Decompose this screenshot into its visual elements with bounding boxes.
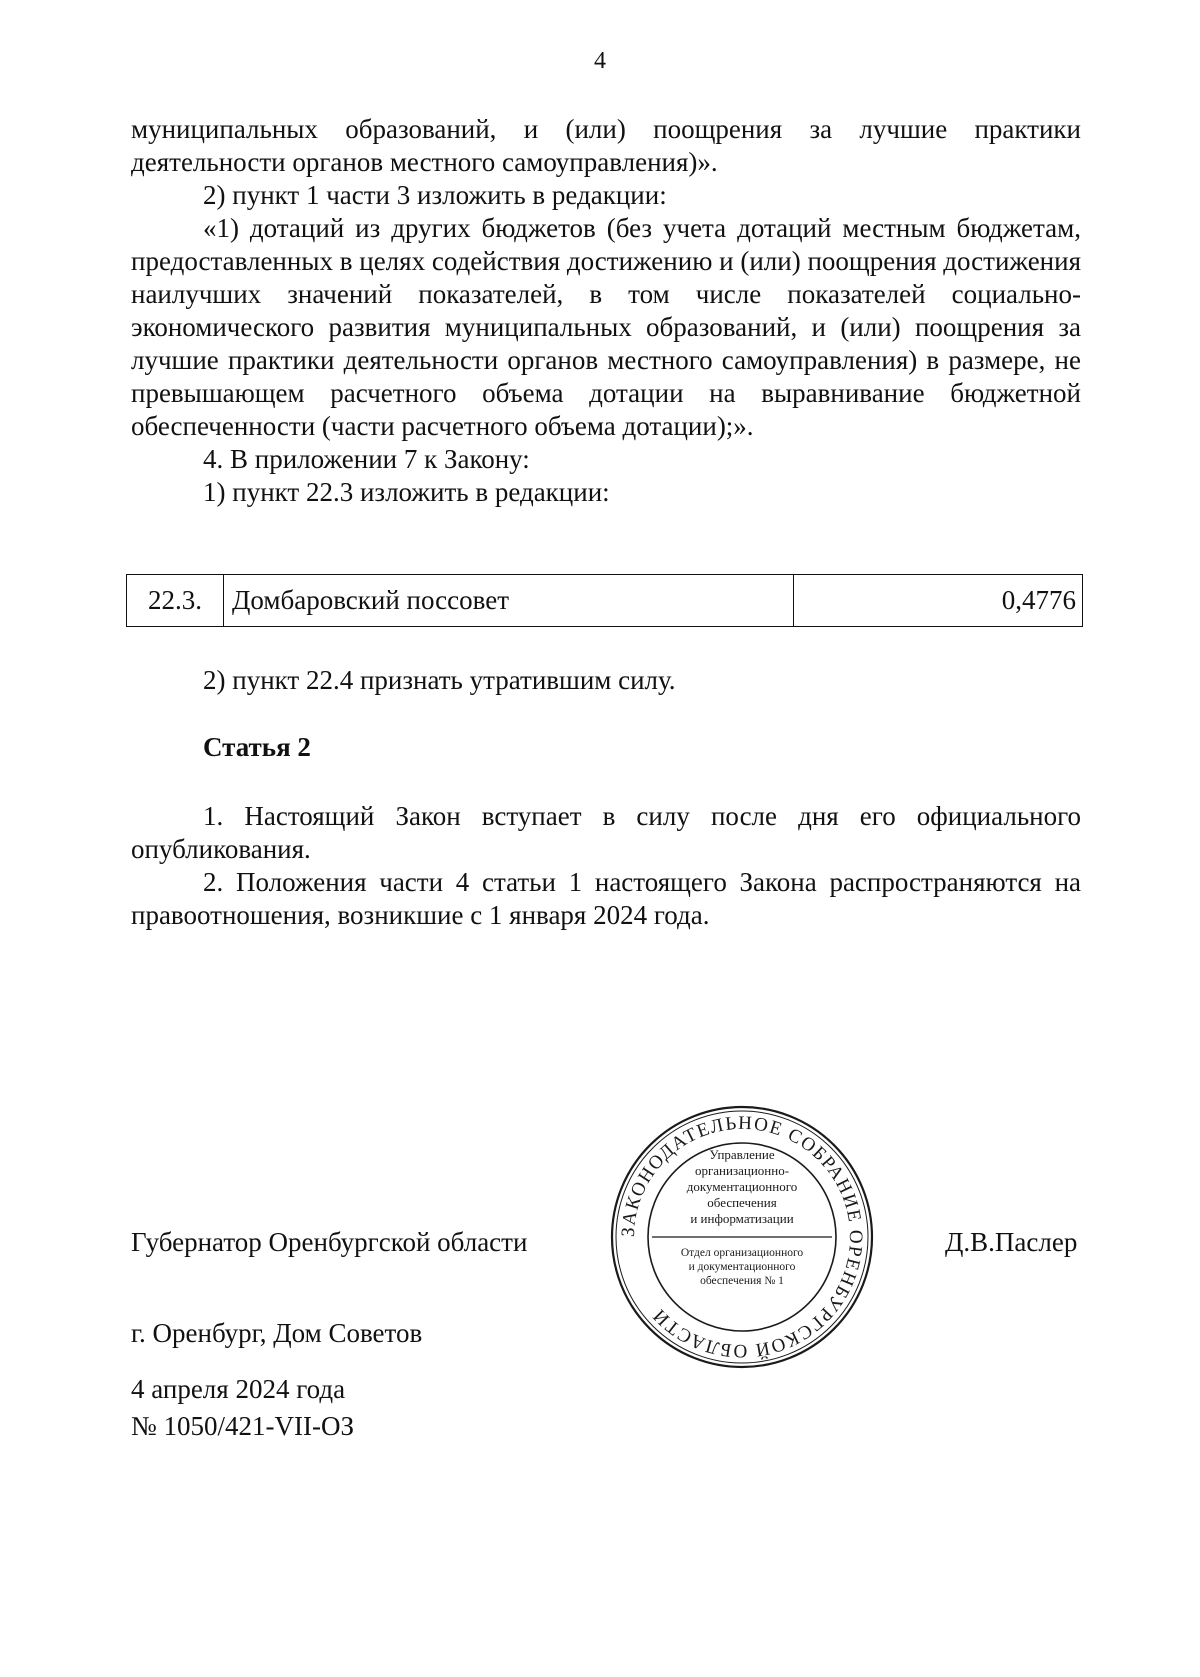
paragraph-continuation: муниципальных образований, и (или) поощрения за лучшие практики деятельности органов местного самоуправления)». (131, 114, 1081, 177)
article-text-block (131, 800, 1081, 932)
paragraph-repeal: 2) пункт 22.4 признать утратившим силу. (203, 665, 676, 695)
signing-place: г. Оренбург, Дом Советов (131, 1318, 423, 1348)
seal-upper-line: обеспечения (707, 1195, 777, 1210)
seal-upper-line: и информатизации (690, 1211, 794, 1226)
table-cell-number: 22.3. (127, 575, 224, 626)
seal-ring-text-path: ЗАКОНОДАТЕЛЬНОЕ СОБРАНИЕ ОРЕНБУРГСКОЙ ОБЛАСТИ (617, 1112, 867, 1362)
table-cell-name: Домбаровский поссовет (224, 575, 794, 626)
body-text-block (131, 113, 1081, 509)
seal-upper-line: организационно- (694, 1163, 790, 1178)
table-cell-value: 0,4776 (1001, 585, 1076, 615)
seal-lower-line: Отдел организационного (680, 1247, 804, 1259)
paragraph-quote: «1) дотаций из других бюджетов (без учета дотаций местным бюджетам, предоставленных в целях содействия достижению и (или) поощрения достижения наилучших значений показателей, в том числе показателей социально-экономического развития муниципальных образований, и (или) поощрения за лучшие практики деятельности органов местного самоуправления) в размере, не превышающем расчетного объема дотации на выравнивание бюджетной обеспеченности (части расчетного объема дотации);». (131, 213, 1081, 441)
seal-upper-line: документационного (686, 1179, 798, 1194)
after-table-text (131, 664, 1081, 697)
signing-date: 4 апреля 2024 года (131, 1374, 346, 1404)
article-heading: Статья 2 (203, 732, 311, 762)
seal-upper-line: Управление (709, 1147, 775, 1162)
signatory-name: Д.В.Паслер (945, 1227, 1078, 1257)
law-number: № 1050/421-VII-ОЗ (131, 1411, 355, 1441)
paragraph-item-1: 1) пункт 22.3 изложить в редакции: (203, 477, 610, 507)
paragraph-item-4: 4. В приложении 7 к Закону: (203, 444, 530, 474)
page-number: 4 (594, 48, 606, 74)
table-row (126, 574, 1083, 627)
seal-lower-line: и документационного (688, 1261, 796, 1273)
seal-lower-line: обеспечения № 1 (700, 1275, 784, 1287)
paragraph-item-2: 2) пункт 1 части 3 изложить в редакции: (203, 180, 667, 210)
article-paragraph-1: 1. Настоящий Закон вступает в силу после дня его официального опубликования. (131, 801, 1081, 864)
signatory-position: Губернатор Оренбургской области (131, 1227, 528, 1257)
article-paragraph-2: 2. Положения части 4 статьи 1 настоящего Закона распространяются на правоотношения, возникшие с 1 января 2024 года. (131, 867, 1081, 930)
official-seal (608, 1103, 876, 1371)
